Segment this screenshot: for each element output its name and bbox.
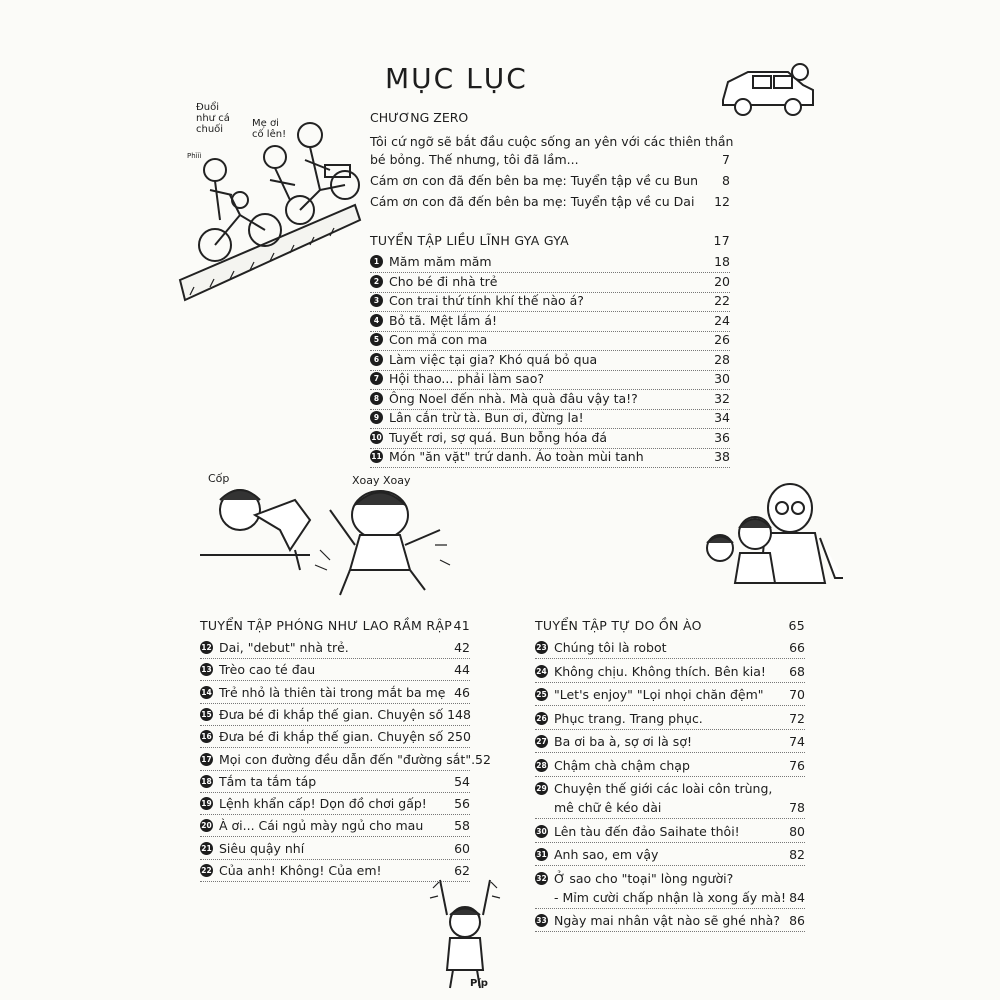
sfx-bike-left: Đuổi như cá chuối: [196, 102, 230, 135]
entry-divider: [200, 792, 470, 793]
toc-entry: [200, 685, 470, 700]
entry-title: "Let's enjoy" "Lọi nhọi chăn đệm": [554, 687, 764, 702]
entry-title: Lên tàu đến đảo Saihate thôi!: [554, 823, 740, 839]
entry-title: Chúng tôi là robot: [554, 640, 667, 655]
entry-title: Con mả con ma: [389, 332, 488, 347]
entry-divider: [535, 752, 805, 753]
entry-number: 14: [201, 687, 212, 697]
toc-entry: [200, 662, 470, 677]
toc-entry: [535, 711, 805, 726]
entry-page: 12: [714, 194, 730, 209]
entry-title: À ơi... Cái ngủ mày ngủ cho mau: [219, 818, 424, 834]
car-illustration: [718, 60, 818, 120]
entry-number: 1: [370, 255, 383, 268]
entry-title: Của anh! Không! Của em!: [219, 863, 382, 878]
toc-entry: [370, 391, 730, 406]
boy-arms-up-illustration: [425, 870, 505, 990]
entry-title: mê chữ ê kéo dài: [554, 800, 662, 815]
entry-divider: [200, 703, 470, 704]
entry-page: 72: [789, 710, 805, 726]
entry-page: 80: [789, 823, 805, 839]
entry-page: 50: [455, 729, 471, 745]
toc-entry: [370, 332, 730, 347]
entry-title: Ngày mai nhân vật nào sẽ ghé nhà?: [554, 913, 780, 928]
entry-number: 7: [370, 372, 383, 385]
entry-page: 30: [714, 371, 730, 386]
entry-page: 56: [454, 796, 470, 812]
entry-divider: [200, 859, 470, 860]
entry-title: Đưa bé đi khắp thế gian. Chuyện số 1: [219, 706, 456, 722]
entry-number: 19: [201, 799, 212, 809]
entry-number: 20: [201, 821, 212, 831]
entry-page: 22: [714, 293, 730, 308]
entry-title: Ở sao cho "toại" lòng người?: [554, 870, 734, 886]
entry-title: Không chịu. Không thích. Bên kia!: [554, 663, 766, 679]
entry-number: 30: [536, 826, 547, 836]
section1-heading: TUYỂN TẬP LIỀU LĨNH GYA GYA: [370, 233, 570, 248]
entry-page: 66: [789, 640, 805, 655]
entry-title: Hội thao... phải làm sao?: [389, 371, 544, 386]
entry-number: 28: [536, 760, 547, 770]
entry-number: 23: [536, 643, 547, 652]
entry-divider: [200, 881, 470, 882]
chapter-zero-entry: [370, 152, 730, 167]
toc-entry: [370, 293, 730, 308]
entry-page: 62: [454, 863, 470, 878]
sfx-xoay: Xoay Xoay: [352, 474, 411, 487]
entry-page: 70: [789, 687, 805, 702]
sfx-bike-small: Phììì: [187, 152, 202, 160]
section1-heading-row: [370, 233, 730, 248]
entry-title: Lân cắn trừ tà. Bun ơi, đừng la!: [389, 410, 584, 425]
entry-page: 60: [454, 840, 470, 856]
entry-page: 46: [454, 684, 470, 700]
entry-title: Chuyện thế giới các loài côn trùng,: [554, 781, 773, 796]
entry-title: Chậm chà chậm chạp: [554, 757, 690, 773]
boys-illustration: [200, 470, 490, 600]
toc-entry: [200, 729, 470, 744]
entry-title: - Mỉm cười chấp nhận là xong ấy mà!: [554, 889, 787, 905]
entry-page: 44: [454, 662, 470, 678]
entry-divider: [535, 776, 805, 777]
entry-title: Con trai thứ tính khí thế nào á?: [389, 293, 584, 308]
entry-page: 52: [475, 751, 491, 767]
toc-entry: [370, 352, 730, 367]
section3-heading: TUYỂN TẬP TỰ DO ỒN ÀO: [535, 618, 702, 633]
page-title: MỤC LỤC: [385, 62, 528, 95]
entry-number: 27: [536, 737, 547, 746]
entry-divider: [370, 467, 730, 468]
entry-page: 48: [455, 706, 471, 722]
chapter-zero-heading: CHƯƠNG ZERO: [370, 110, 469, 125]
sfx-bike-right: Mẹ ơi cố lên!: [252, 118, 287, 140]
entry-page: 24: [714, 312, 730, 328]
entry-number: 3: [370, 294, 383, 307]
entry-divider: [200, 747, 470, 748]
section1-page: 17: [713, 233, 730, 248]
entry-page: 54: [454, 773, 470, 789]
entry-number: 33: [536, 916, 547, 925]
toc-entry: [535, 913, 805, 928]
entry-page: 86: [789, 913, 805, 928]
toc-entry: [370, 449, 730, 464]
entry-title: Lệnh khẩn cấp! Dọn đồ chơi gấp!: [219, 796, 427, 812]
entry-divider: [535, 658, 805, 659]
entry-number: 11: [371, 452, 382, 461]
entry-divider: [535, 931, 805, 932]
entry-divider: [200, 836, 470, 837]
entry-number: 29: [536, 784, 547, 793]
toc-entry: [200, 751, 491, 767]
sfx-pip: Píp: [470, 978, 488, 989]
entry-title: Cho bé đi nhà trẻ: [389, 273, 498, 289]
entry-divider: [535, 682, 805, 683]
entry-divider: [200, 680, 470, 681]
entry-page: 36: [714, 429, 730, 445]
entry-divider: [535, 908, 805, 909]
toc-entry: [535, 824, 805, 839]
toc-entry: [200, 863, 470, 878]
entry-divider: [535, 865, 805, 866]
section3-page: 65: [788, 618, 805, 633]
entry-number: 6: [370, 353, 383, 366]
entry-page: 18: [714, 254, 730, 269]
entry-number: 9: [370, 411, 383, 424]
entry-page: 8: [722, 173, 730, 188]
entry-number: 5: [370, 333, 383, 346]
entry-page: 28: [714, 351, 730, 367]
toc-entry: [200, 640, 470, 655]
entry-divider: [535, 818, 805, 819]
toc-entry: [200, 841, 470, 856]
toc-entry: [370, 410, 730, 425]
toc-entry: [535, 758, 805, 773]
toc-entry: [200, 774, 470, 789]
entry-page: 34: [714, 410, 730, 425]
entry-number: 25: [536, 690, 547, 699]
entry-title: Ba ơi ba à, sợ ơi là sợ!: [554, 734, 692, 749]
entry-number: 17: [201, 754, 212, 764]
toc-entry: [535, 687, 805, 702]
entry-number: 16: [201, 732, 212, 742]
entry-number: 2: [370, 275, 383, 288]
toc-entry: [535, 800, 805, 815]
entry-page: 76: [789, 757, 805, 773]
toc-entry: [535, 640, 805, 655]
entry-title: Trẻ nhỏ là thiên tài trong mắt ba mẹ: [219, 684, 446, 700]
entry-divider: [200, 725, 470, 726]
family-illustration: [695, 478, 845, 588]
entry-number: 8: [370, 392, 383, 405]
toc-entry: [200, 796, 470, 811]
section2-heading: TUYỂN TẬP PHÓNG NHƯ LAO RẦM RẬP: [200, 618, 453, 633]
entry-number: 32: [536, 873, 547, 883]
entry-title: Phục trang. Trang phục.: [554, 710, 703, 726]
entry-number: 4: [370, 314, 383, 327]
entry-title: Tuyết rơi, sợ quá. Bun bỗng hóa đá: [389, 429, 608, 445]
sfx-cop: Cốp: [208, 472, 230, 485]
entry-number: 21: [201, 843, 212, 853]
entry-number: 15: [201, 709, 212, 719]
entry-title: Trèo cao té đau: [219, 662, 316, 678]
chapter-zero-line2-page: 7: [722, 152, 730, 167]
entry-divider: [200, 658, 470, 659]
entry-page: 84: [789, 889, 805, 905]
entry-page: 38: [714, 449, 730, 464]
entry-number: 24: [536, 666, 547, 676]
entry-page: 74: [789, 734, 805, 749]
toc-entry: [200, 818, 470, 833]
entry-title: Mọi con đường đều dẫn đến "đường sắt".: [219, 751, 476, 767]
entry-divider: [535, 705, 805, 706]
toc-entry: [200, 707, 470, 722]
toc-entry: [535, 847, 805, 862]
entry-number: 26: [536, 713, 547, 723]
entry-title: Tắm ta tắm táp: [219, 773, 317, 789]
entry-page: 82: [789, 847, 805, 862]
entry-page: 26: [714, 332, 730, 347]
entry-title: Măm măm măm: [389, 254, 492, 269]
toc-entry: [370, 194, 730, 209]
entry-page: 32: [714, 390, 730, 406]
entry-page: 58: [454, 818, 470, 834]
toc-entry: [370, 313, 730, 328]
toc-entry: [535, 871, 805, 886]
chapter-zero-line1: Tôi cứ ngỡ sẽ bắt đầu cuộc sống an yên với các thiên thần: [370, 134, 734, 149]
entry-number: 10: [371, 432, 382, 442]
entry-page: 20: [714, 273, 730, 289]
entry-number: 18: [201, 776, 212, 786]
toc-entry: [370, 371, 730, 386]
entry-number: 31: [536, 850, 547, 859]
entry-title: Ông Noel đến nhà. Mà quà đâu vậy ta!?: [389, 390, 638, 406]
toc-entry: [535, 781, 805, 796]
entry-title: Dai, "debut" nhà trẻ.: [219, 640, 349, 655]
entry-divider: [200, 770, 470, 771]
section2-heading-row: [200, 618, 470, 633]
entry-title: Bỏ tã. Mệt lắm á!: [389, 312, 498, 328]
section2-page: 41: [453, 618, 470, 633]
entry-divider: [535, 729, 805, 730]
entry-divider: [535, 842, 805, 843]
entry-number: 22: [201, 866, 212, 875]
toc-entry: [370, 173, 730, 188]
entry-title: Anh sao, em vậy: [554, 847, 659, 862]
entry-page: 68: [789, 663, 805, 679]
toc-entry: [370, 254, 730, 269]
toc-entry: [535, 664, 805, 679]
entry-page: 78: [789, 800, 805, 815]
toc-entry: [370, 430, 730, 445]
toc-entry: [370, 274, 730, 289]
entry-number: 12: [201, 643, 212, 652]
entry-title: Món "ăn vặt" trứ danh. Áo toàn mùi tanh: [389, 449, 644, 464]
entry-title: Cám ơn con đã đến bên ba mẹ: Tuyển tập về cu Bun: [370, 173, 699, 188]
toc-entry: [535, 734, 805, 749]
toc-entry: [535, 890, 805, 905]
entry-page: 42: [454, 640, 470, 655]
entry-divider: [200, 814, 470, 815]
entry-number: 13: [201, 665, 212, 675]
entry-title: Làm việc tại gia? Khó quá bỏ qua: [389, 351, 598, 367]
entry-title: Siêu quậy nhí: [219, 840, 305, 856]
chapter-zero-line2: bé bỏng. Thế nhưng, tôi đã lầm...: [370, 152, 579, 167]
entry-title: Đưa bé đi khắp thế gian. Chuyện số 2: [219, 729, 456, 745]
section3-heading-row: [535, 618, 805, 633]
entry-title: Cám ơn con đã đến bên ba mẹ: Tuyển tập về cu Dai: [370, 194, 695, 209]
